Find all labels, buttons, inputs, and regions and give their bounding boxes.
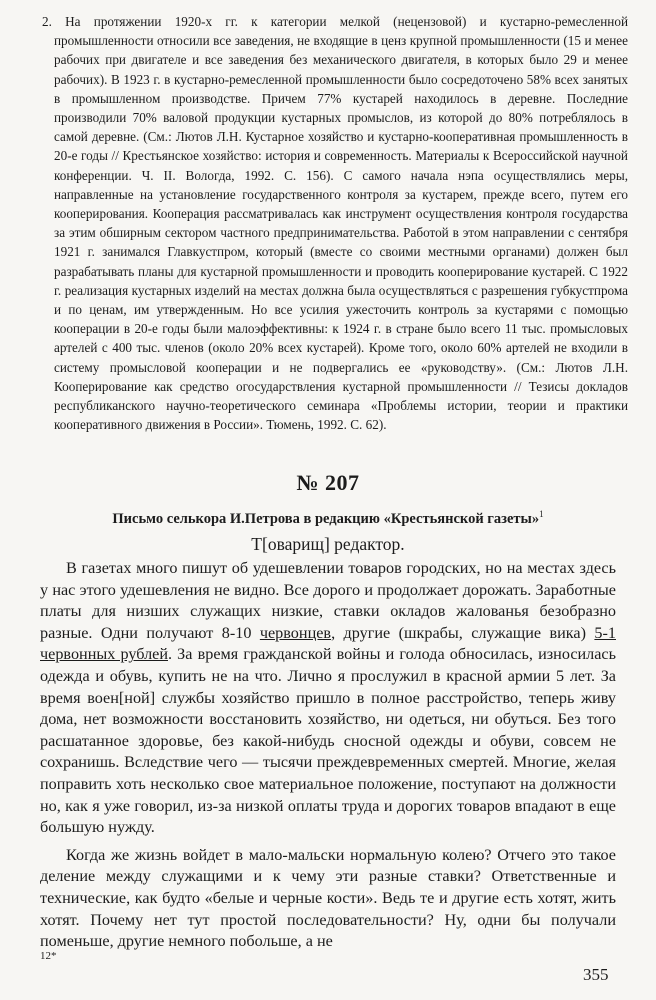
document-title-text: Письмо селькора И.Петрова в редакцию «Крестьянской газеты» xyxy=(112,510,540,527)
underlined-chervontsev: червонцев xyxy=(259,623,332,642)
document-title xyxy=(0,509,656,528)
footnote xyxy=(42,12,628,434)
paragraph-1 xyxy=(40,558,616,839)
salutation: Т[оварищ] редактор. xyxy=(251,534,405,554)
footnote-marker: 2. xyxy=(42,14,52,29)
signature-mark: 12* xyxy=(40,950,57,962)
paragraph-1-part-c: . За время гражданской войны и голода обносилась, износилась одежда и обувь, купить не на что. Лично я прослужил в красной армии 5 лет. За время воен[ной] службы хозяйство пришло в полное расстройство, теперь живу дома, нет возможности восстановить хозяйство, ни одеться, ни обуться. Без того расшатанное здоровье, без какой-нибудь сносной одежды и обуви, совсем не сохранишь. Вследствие чего — тысячи преждевременных смертей. Многие, желая поправить хоть несколько свое материальное положение, поступают на должности но, как я уже говорил, из-за низкой оплаты труда и дорогих товаров впадают в еще большую нужду. xyxy=(40,645,616,837)
title-footnote-ref: 1 xyxy=(539,509,544,519)
paragraph-2: Когда же жизнь войдет в мало-мальски нормальную колею? Отчего это такое деление между служащими и к чему эти разные ставки? Ответственные и технические, как будто «белые и черные кости». Ведь те и другие есть хотят, жить хотят. Почему нет тут простой последовательности? Ну, одни бы получали поменьше, другие немного побольше, а не xyxy=(40,845,616,951)
underlined-chervonnyh-rubley: 5-1 червонных рублей xyxy=(40,623,616,664)
page-number: 355 xyxy=(583,965,609,984)
paragraph-1-part-b: , другие (шкрабы, служащие вика) xyxy=(331,623,595,642)
document-number: № 207 xyxy=(296,470,360,495)
letter-body xyxy=(40,558,616,953)
paragraph-1-part-a: В газетах много пишут об удешевлении товаров городских, но на местах здесь у нас этого удешевления не видно. Все дорого и продолжает дорожать. Заработные платы для низших служащих низкие, ставки окладов жалованья безобразно разные. Одни получают 8-10 xyxy=(40,559,616,642)
footnote-text: На протяжении 1920-х гг. к категории мелкой (нецензовой) и кустарно-ремесленной промышленности относили все заведения, не входящие в ценз крупной промышленности (15 и менее рабочих при двигателе и все заведения без механического двигателя, в которых было 29 и менее рабочих). В 1923 г. в кустарно-ремесленной промышленности было сосредоточено 58% всех занятых в промышленном производстве. Причем 77% кустарей находилось в деревне. Последние производили 70% валовой продукции кустарных промыслов, из которой до 80% потреблялось в самой деревне. (См.: Лютов Л.Н. Кустарное хозяйство и кустарно-кооперативная промышленность в 20-е годы // Крестьянское хозяйство: история и современность. Материалы к Всероссийской научной конференции. Ч. II. Вологда, 1992. С. 156). С самого начала нэпа осуществлялись меры, направленные на установление государственного контроля за кустарем, прежде всего, путем его кооперирования. Кооперация рассматривалась как инструмент осуществления контроля государства за этим обширным сектором частного предпринимательства. Работой в этом направлении с сентября 1921 г. занимался Главкустпром, который (вместе со своими местными органами) должен был разрабатывать планы для кустарной промышленности и проводить кооперирование кустарей. С 1922 г. реализация кустарных изделий на местах должна была осуществляться с разрешения губкустпрома и по ценам, им утвержденным. Но все усилия ужесточить контроль за кустарями с помощью кооперации в 20-е годы были малоэффективны: к 1924 г. в стране было всего 11 тыс. промысловых артелей с 400 тыс. членов (около 20% всех кустарей). Кроме того, около 60% артелей не входили в систему промысловой кооперации и не подвергались ее «руководству». (См.: Лютов Л.Н. Кооперирование как средство огосударствления кустарной промышленности // Тезисы докладов республиканского научно-теоретического семинара «Проблемы истории, теории и практики кооперативного движения в России». Тюмень, 1992. С. 62). xyxy=(54,14,629,433)
